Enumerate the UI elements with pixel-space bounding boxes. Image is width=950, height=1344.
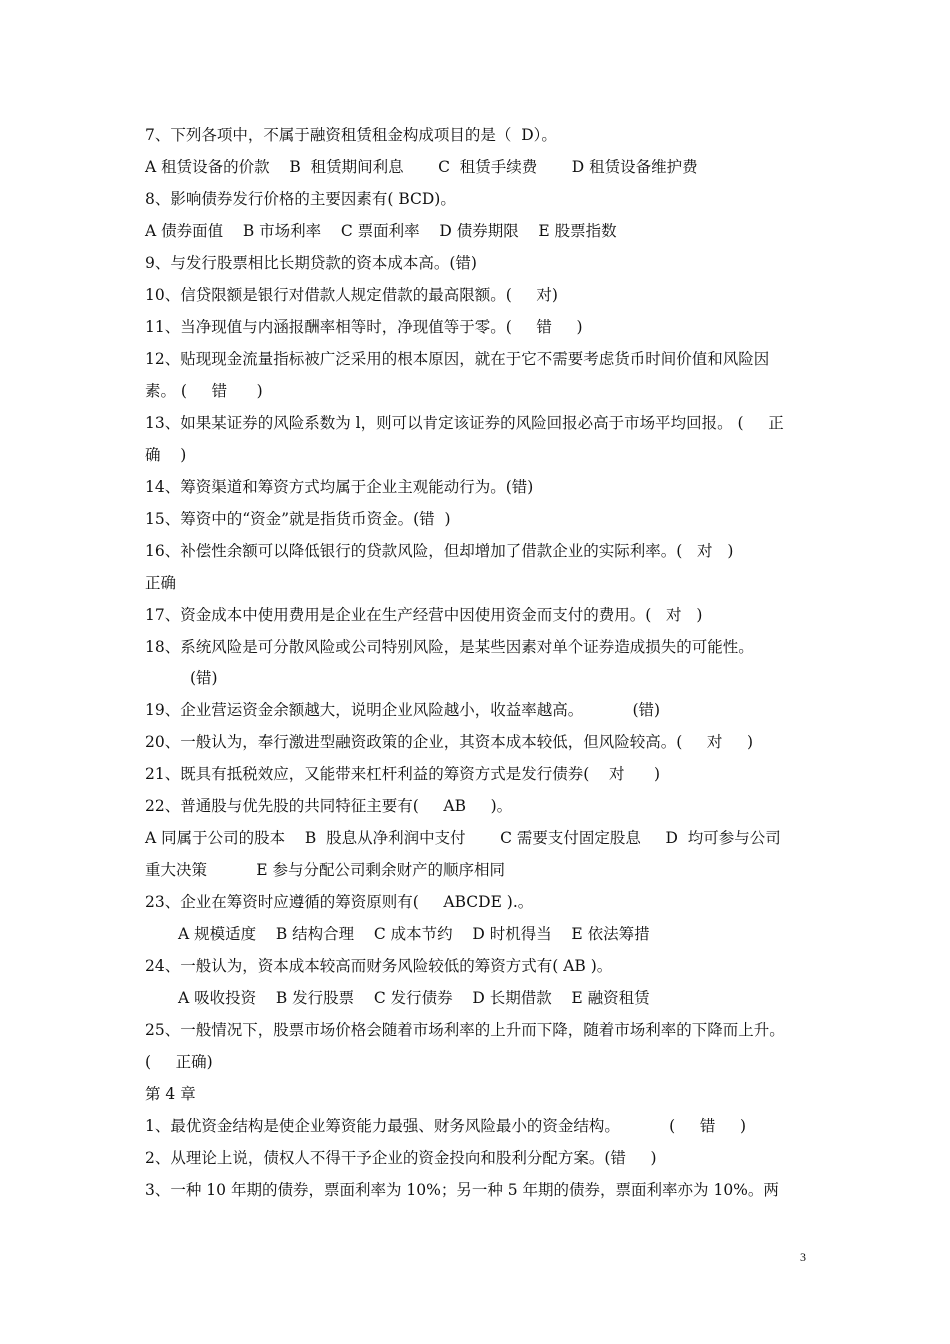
- chapter4-question-3: 3、一种 10 年期的债券，票面利率为 10%；另一种 5 年期的债券，票面利率亦为 10%。两: [145, 1181, 779, 1199]
- chapter-heading: 第 4 章: [145, 1085, 196, 1103]
- question-16: 16、补偿性余额可以降低银行的贷款风险，但却增加了借款企业的实际利率。( 对 ): [145, 542, 734, 560]
- question-7: 7、下列各项中，不属于融资租赁租金构成项目的是（ D）。: [145, 126, 557, 144]
- question-24-options: A 吸收投资 B 发行股票 C 发行债券 D 长期借款 E 融资租赁: [178, 989, 650, 1007]
- question-16-answer: 正确: [145, 574, 177, 592]
- question-24: 24、一般认为，资本成本较高而财务风险较低的筹资方式有( AB )。: [145, 957, 613, 975]
- question-19: 19、企业营运资金余额越大，说明企业风险越小，收益率越高。 (错): [145, 701, 661, 719]
- chapter4-question-1: 1、最优资金结构是使企业筹资能力最强、财务风险最小的资金结构。 ( 错 ): [145, 1117, 746, 1135]
- question-23: 23、企业在筹资时应遵循的筹资原则有( ABCDE ).。: [145, 893, 534, 911]
- question-14: 14、筹资渠道和筹资方式均属于企业主观能动行为。(错): [145, 478, 534, 496]
- question-8: 8、影响债券发行价格的主要因素有( BCD)。: [145, 190, 456, 208]
- question-7-options: A 租赁设备的价款 B 租赁期间利息 C 租赁手续费 D 租赁设备维护费: [145, 158, 698, 176]
- question-20: 20、一般认为，奉行激进型融资政策的企业，其资本成本较低，但风险较高。( 对 ): [145, 733, 754, 751]
- question-9: 9、与发行股票相比长期贷款的资本成本高。(错): [145, 254, 477, 272]
- chapter4-question-2: 2、从理论上说，债权人不得干予企业的资金投向和股利分配方案。(错 ): [145, 1149, 657, 1167]
- question-21: 21、既具有抵税效应，又能带来杠杆利益的筹资方式是发行债券( 对 ): [145, 765, 661, 783]
- question-22-options-cont: 重大决策 E 参与分配公司剩余财产的顺序相同: [145, 861, 506, 879]
- question-25: 25、一般情况下，股票市场价格会随着市场利率的上升而下降，随着市场利率的下降而上升。: [145, 1021, 785, 1039]
- question-17: 17、资金成本中使用费用是企业在生产经营中因使用资金而支付的费用。( 对 ): [145, 606, 703, 624]
- question-23-options: A 规模适度 B 结构合理 C 成本节约 D 时机得当 E 依法筹措: [178, 925, 650, 943]
- question-11: 11、当净现值与内涵报酬率相等时，净现值等于零。( 错 ): [145, 318, 583, 336]
- question-25-answer: ( 正确): [145, 1053, 213, 1071]
- question-22-options: A 同属于公司的股本 B 股息从净利润中支付 C 需要支付固定股息 D 均可参与公司: [145, 829, 781, 847]
- question-8-options: A 债券面值 B 市场利率 C 票面利率 D 债券期限 E 股票指数: [145, 222, 617, 240]
- question-13: 13、如果某证券的风险系数为 l，则可以肯定该证券的风险回报必高于市场平均回报。 ( 正: [145, 414, 784, 432]
- question-18: 18、系统风险是可分散风险或公司特别风险，是某些因素对单个证券造成损失的可能性。: [145, 638, 754, 656]
- question-10: 10、信贷限额是银行对借款人规定借款的最高限额。( 对): [145, 286, 558, 304]
- question-22: 22、普通股与优先股的共同特征主要有( AB )。: [145, 797, 513, 815]
- question-12: 12、贴现现金流量指标被广泛采用的根本原因，就在于它不需要考虑货币时间价值和风险因: [145, 350, 770, 368]
- question-12-cont: 素。 ( 错 ): [145, 382, 263, 400]
- question-18-answer: (错): [190, 669, 218, 687]
- question-15: 15、筹资中的“资金”就是指货币资金。(错 ): [145, 510, 451, 528]
- question-13-cont: 确 ): [145, 446, 187, 464]
- page-number: 3: [800, 1250, 806, 1264]
